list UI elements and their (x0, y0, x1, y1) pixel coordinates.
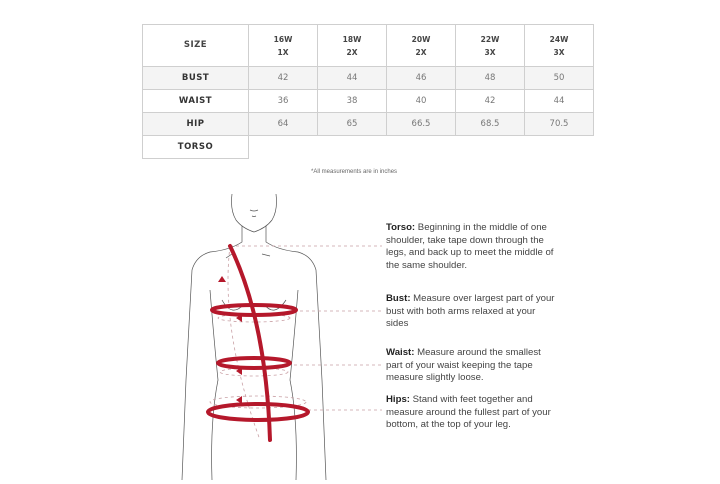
table-row-waist (143, 90, 594, 113)
row-label: BUST (143, 67, 249, 90)
torso-instruction: Torso: Beginning in the middle of one shoulder, take tape down through the legs, and back up to meet the middle of the same shoulder. (386, 222, 554, 271)
cell: 38 (318, 90, 387, 113)
measurement-note: *All measurements are in inches (311, 169, 398, 175)
cell: 50 (525, 67, 594, 90)
table-row-hip (143, 113, 594, 136)
cell: 42 (456, 90, 525, 113)
size-col-16w: 16W 1X (249, 25, 318, 67)
size-header-row (143, 25, 594, 67)
size-col-22w: 22W 3X (456, 25, 525, 67)
cell: 66.5 (387, 113, 456, 136)
row-label: WAIST (143, 90, 249, 113)
cell: 44 (525, 90, 594, 113)
size-col-24w: 24W 3X (525, 25, 594, 67)
bust-instruction: Bust: Measure over largest part of your bust with both arms relaxed at your sides (386, 293, 555, 330)
cell: 46 (387, 67, 456, 90)
row-label: TORSO (143, 136, 249, 159)
size-chart-table (142, 24, 594, 159)
cell: 65 (318, 113, 387, 136)
table-row-bust (143, 67, 594, 90)
cell: 68.5 (456, 113, 525, 136)
size-col-20w: 20W 2X (387, 25, 456, 67)
size-header-label: SIZE (143, 25, 249, 67)
cell: 42 (249, 67, 318, 90)
table-row-torso (143, 136, 594, 159)
cell: 44 (318, 67, 387, 90)
size-col-18w: 18W 2X (318, 25, 387, 67)
cell: 40 (387, 90, 456, 113)
waist-instruction: Waist: Measure around the smallest part of your waist keeping the tape measure slightly loose. (386, 347, 541, 384)
cell: 64 (249, 113, 318, 136)
body-measurement-figure (170, 180, 390, 484)
cell: 48 (456, 67, 525, 90)
row-label: HIP (143, 113, 249, 136)
empty-cell (249, 136, 594, 159)
cell: 36 (249, 90, 318, 113)
hips-instruction: Hips: Stand with feet together and measure around the fullest part of your bottom, at the top of your leg. (386, 394, 551, 431)
cell: 70.5 (525, 113, 594, 136)
